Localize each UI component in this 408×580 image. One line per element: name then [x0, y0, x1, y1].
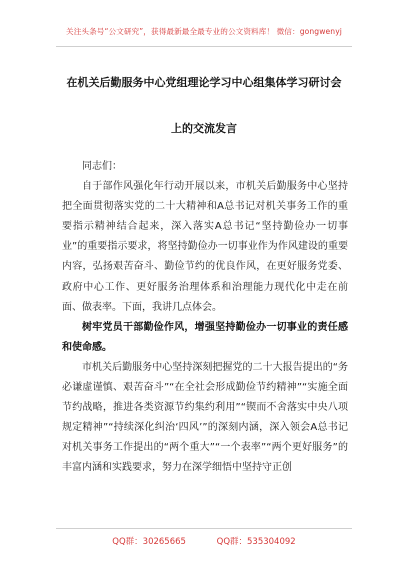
document-title-line-2: 上的交流发言: [171, 122, 237, 135]
greeting: 同志们：: [82, 161, 122, 172]
paragraph: 自于部作风强化年行动开展以来，市机关后勤服务中心坚持把全面贯彻落实党的二十大精神和A总书记对机关事务工作的重要指示精神结合起来，深入落实A总书记“坚持勤俭办一切事业”的重要指示要求，将坚持勤俭办一切事业作为作风建设的重要内容，弘扬艰苦奋斗、勤俭节约的优良作风，在更好服务党委、政府中心工作、更好服务治理体系和治理能力现代化中走在前面、做表率。下面，我讲几点体会。: [62, 181, 348, 313]
footer-qq-group-2: QQ群：535304092: [216, 537, 296, 547]
paragraph-lead: 树牢党员干部勤俭作风，增强坚持勤俭办一切事业的责任感和使命感。: [62, 321, 348, 353]
paragraph: 市机关后勤服务中心坚持深刻把握党的二十大报告提出的“务必谦虚谨慎、艰苦奋斗”“在全社会形成勤俭节约精神”“实施全面节约战略，推进各类资源节约集约利用”“锲而不舍落实中央八项规定精神”“持续深化纠治‘四风’”的深刻内涵，深入领会A总书记对机关事务工作提出的“两个重大”“一个表率”“两个更好服务”的丰富内涵和实践要求，努力在深学细悟中坚持守正创: [62, 361, 348, 474]
document-body: [62, 157, 348, 479]
document-title-line-1: 在机关后勤服务中心党组理论学习中心组集体学习研讨会: [66, 76, 342, 89]
footer: [0, 535, 408, 547]
header-divider: [56, 46, 352, 47]
footer-divider: [56, 528, 352, 529]
footer-qq-group-1: QQ群：30265665: [112, 537, 186, 547]
header-banner: 关注头条号“公文研究”，获得最新最全最专业的公文资料库！ 微信：gongwenyj: [66, 27, 342, 36]
